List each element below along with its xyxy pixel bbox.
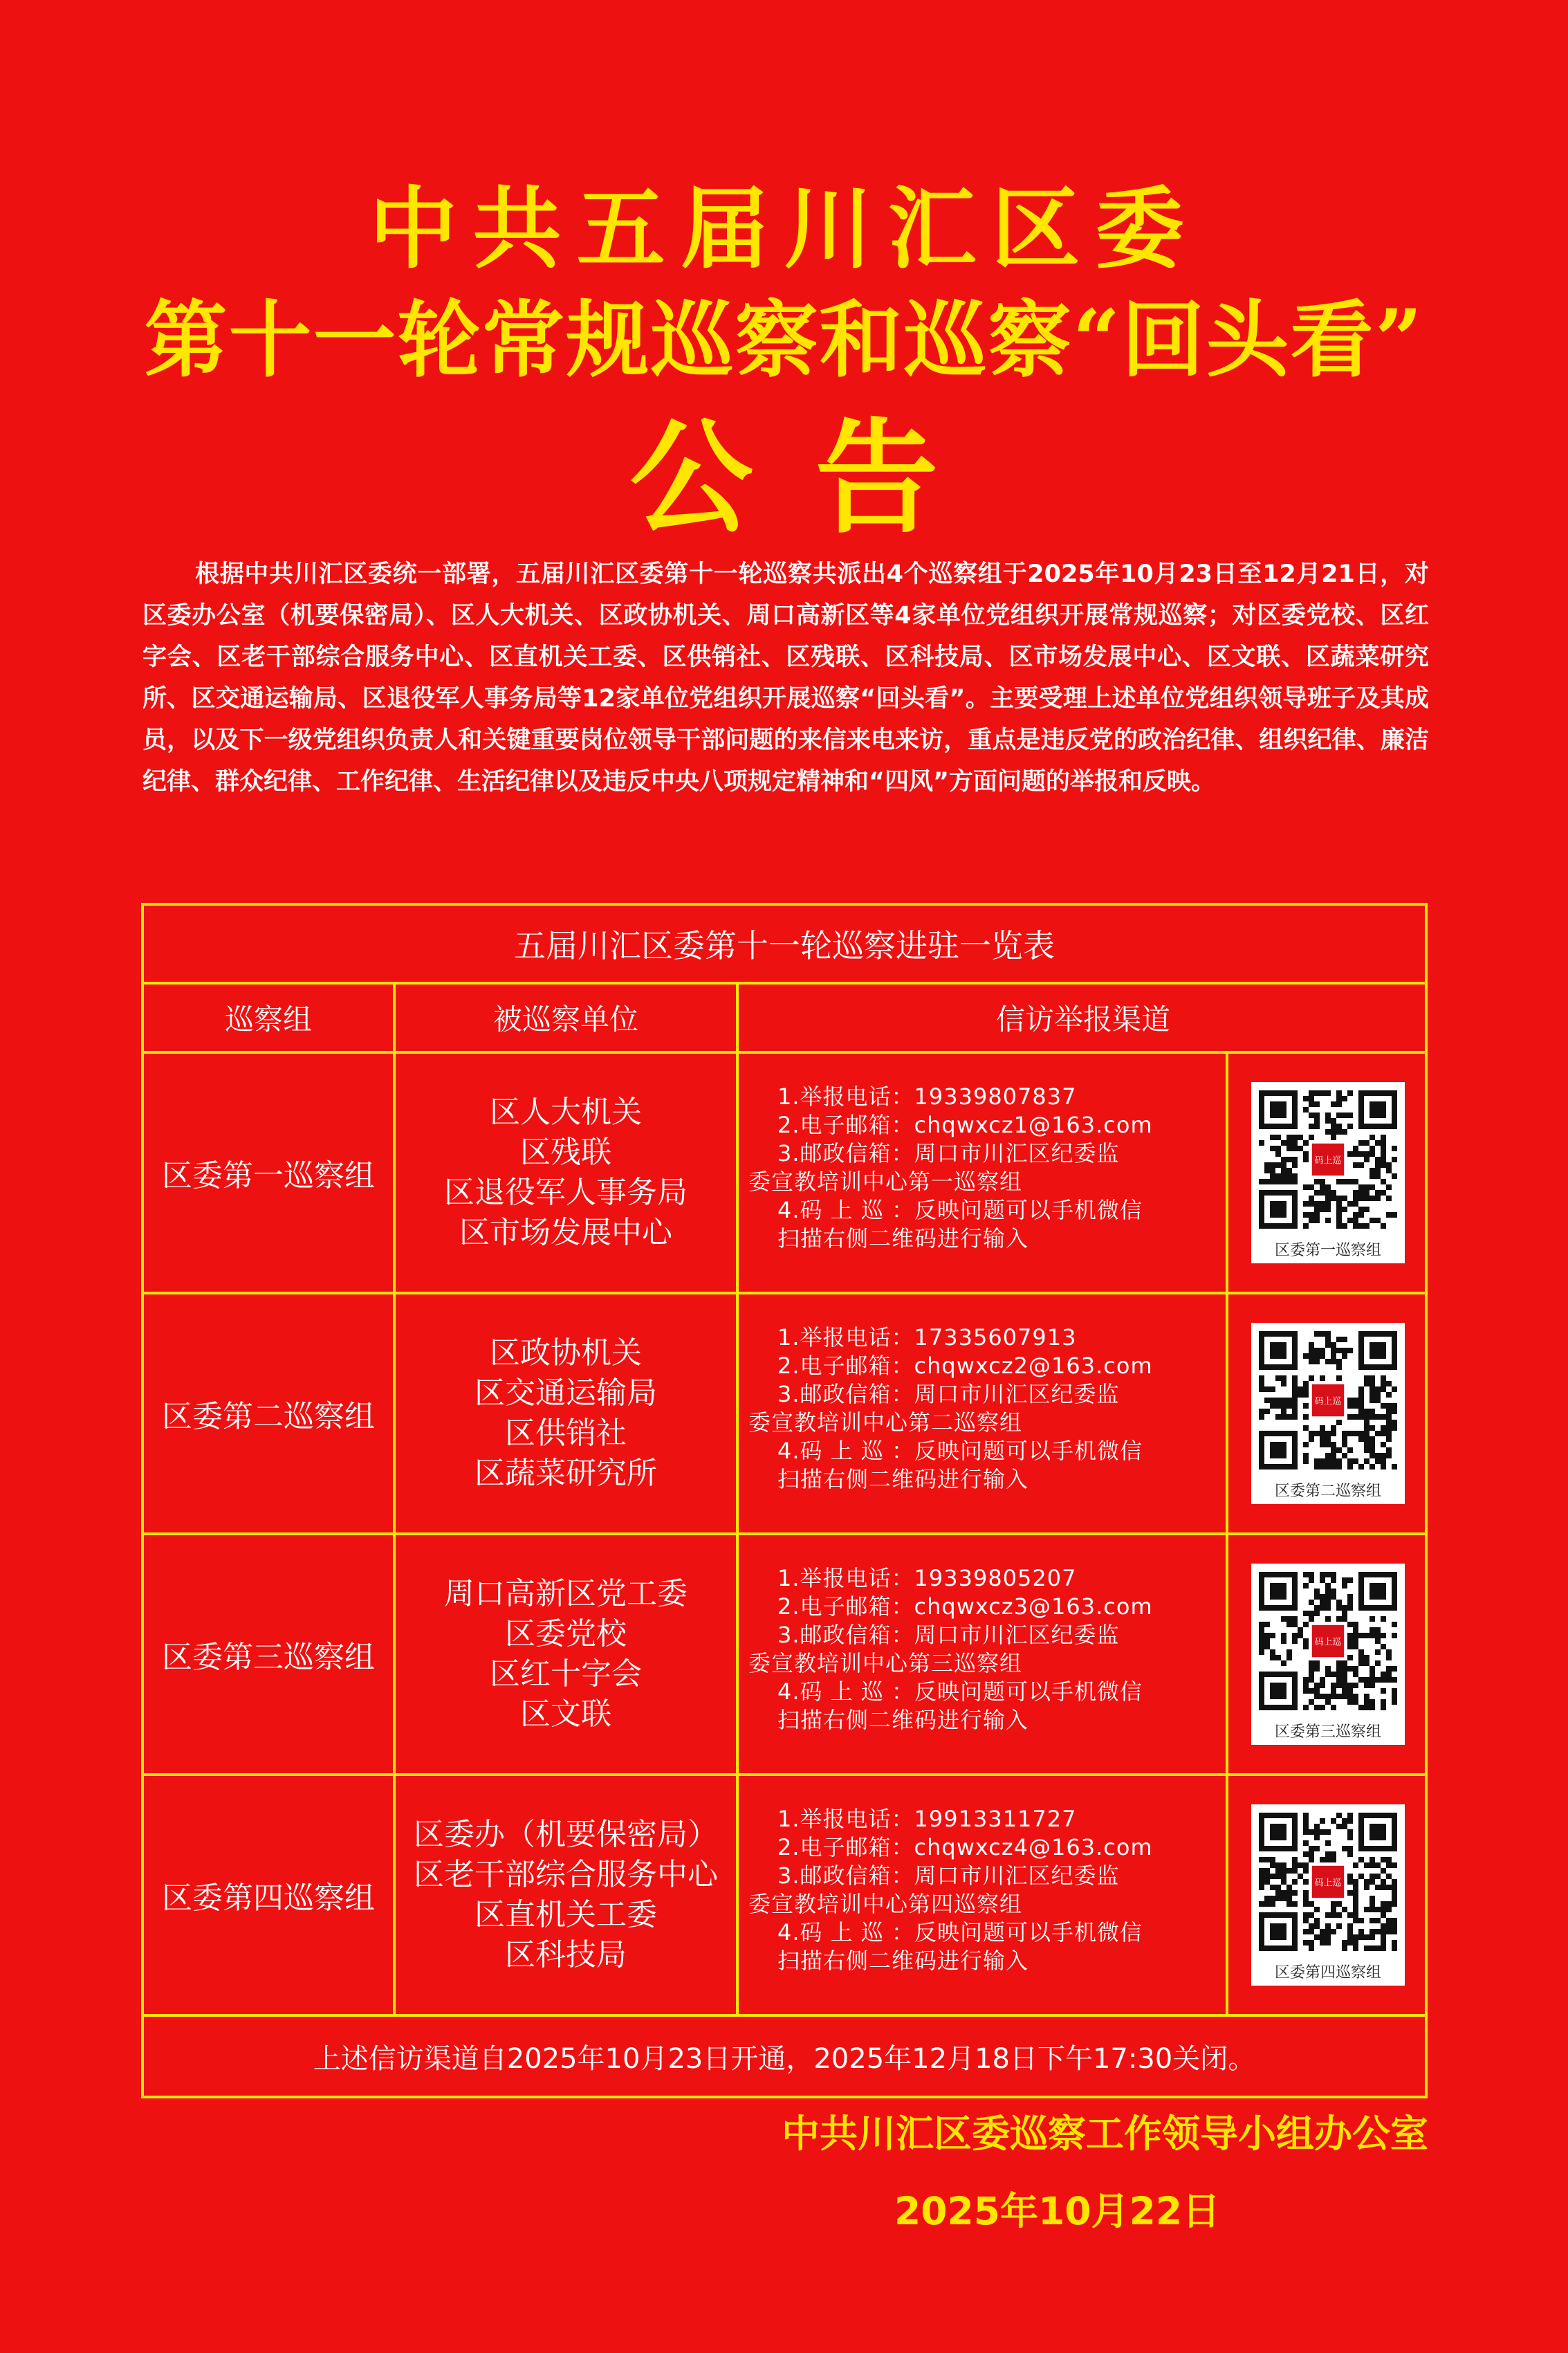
channel-mailbox: 3.邮政信箱：周口市川汇区纪委监 xyxy=(777,1381,1120,1407)
intro-paragraph: 根据中共川汇区委统一部署，五届川汇区委第十一轮巡察共派出4个巡察组于2025年10月23日至12月21日，对区委办公室（机要保密局）、区人大机关、区政协机关、周口高新区等4家单位党组织开展常规巡察；对区委党校、区红字会、区老干部综合服务中心、区直机关工委、区供销社、区残联、区科技局、区市场发展中心、区文联、区蔬菜研究所、区交通运输局、区退役军人事务局等12家单位党组织开展巡察“回头看”。主要受理上述单位党组织领导班子及其成员，以及下一级党组织负责人和关键重要岗位领导干部问题的来信来电来访，重点是违反党的政治纪律、组织纪律、廉洁纪律、群众纪律、工作纪律、生活纪律以及违反中央八项规定精神和“四风”方面问题的举报和反映。 xyxy=(142,560,1429,796)
unit-item: 区科技局 xyxy=(505,1937,627,1972)
unit-item: 区蔬菜研究所 xyxy=(474,1456,657,1491)
table-row-group-4 xyxy=(144,1776,1425,2017)
group-name: 区委第四巡察组 xyxy=(144,1776,396,2014)
unit-item: 区市场发展中心 xyxy=(459,1215,672,1250)
title-announcement: 公告 xyxy=(629,405,1001,550)
group-name: 区委第三巡察组 xyxy=(144,1535,396,1773)
qr-caption: 区委第二巡察组 xyxy=(1274,1483,1381,1500)
channel-email: 2.电子邮箱：chqwxcz3@163.com xyxy=(777,1593,1153,1620)
table-row-group-3 xyxy=(144,1535,1425,1776)
qr-center-label: 码上巡 xyxy=(1314,1155,1342,1166)
qr-cell xyxy=(1228,1294,1428,1532)
qr-code-icon xyxy=(1259,1331,1397,1470)
qr-center-label: 码上巡 xyxy=(1314,1878,1342,1889)
group-units xyxy=(396,1535,739,1773)
channel-qr: 4.码 上 巡 ：反映问题可以手机微信 xyxy=(777,1438,1143,1464)
channel-mailbox: 3.邮政信箱：周口市川汇区纪委监 xyxy=(777,1622,1120,1648)
channel-qr: 4.码 上 巡 ：反映问题可以手机微信 xyxy=(777,1197,1143,1223)
channel-mailbox-cont: 委宣教培训中心第四巡察组 xyxy=(748,1891,1023,1917)
channel-mailbox: 3.邮政信箱：周口市川汇区纪委监 xyxy=(777,1140,1120,1166)
qr-code[interactable] xyxy=(1251,1804,1405,1986)
header-channels: 信访举报渠道 xyxy=(995,1002,1170,1036)
channel-email: 2.电子邮箱：chqwxcz2@163.com xyxy=(777,1353,1153,1379)
unit-item: 区供销社 xyxy=(505,1416,627,1451)
unit-item: 区交通运输局 xyxy=(474,1375,657,1411)
qr-code-icon xyxy=(1259,1813,1397,1951)
group-channels xyxy=(739,1535,1228,1773)
channel-phone: 1.举报电话：19339807837 xyxy=(777,1083,1077,1110)
unit-item: 区委办（机要保密局） xyxy=(414,1817,718,1852)
table-title: 五届川汇区委第十一轮巡察进驻一览表 xyxy=(144,906,1425,985)
inspection-table xyxy=(141,903,1428,2098)
issue-date: 2025年10月22日 xyxy=(894,2189,1221,2233)
group-units xyxy=(396,1294,739,1532)
channel-mailbox-cont: 委宣教培训中心第二巡察组 xyxy=(748,1409,1023,1436)
unit-item: 区政协机关 xyxy=(490,1335,642,1371)
title-line-2: 第十一轮常规巡察和巡察“回头看” xyxy=(144,291,1424,389)
qr-code[interactable] xyxy=(1251,1082,1405,1263)
unit-item: 周口高新区党工委 xyxy=(444,1576,688,1611)
qr-cell xyxy=(1228,1054,1428,1292)
table-row-group-2 xyxy=(144,1294,1425,1535)
qr-code[interactable] xyxy=(1251,1323,1405,1504)
channel-qr-cont: 扫描右侧二维码进行输入 xyxy=(777,1948,1029,1974)
qr-cell xyxy=(1228,1535,1428,1773)
unit-item: 区红十字会 xyxy=(490,1656,642,1692)
qr-caption: 区委第四巡察组 xyxy=(1274,1964,1381,1981)
channel-qr-cont: 扫描右侧二维码进行输入 xyxy=(777,1466,1029,1492)
channel-phone: 1.举报电话：17335607913 xyxy=(777,1324,1077,1351)
channel-email: 2.电子邮箱：chqwxcz1@163.com xyxy=(777,1112,1153,1138)
unit-item: 区退役军人事务局 xyxy=(444,1175,688,1210)
channel-mailbox: 3.邮政信箱：周口市川汇区纪委监 xyxy=(777,1862,1120,1889)
channel-mailbox-cont: 委宣教培训中心第三巡察组 xyxy=(748,1650,1023,1676)
group-name: 区委第二巡察组 xyxy=(144,1294,396,1532)
channel-email: 2.电子邮箱：chqwxcz4@163.com xyxy=(777,1834,1153,1860)
group-name: 区委第一巡察组 xyxy=(144,1054,396,1292)
qr-code-icon xyxy=(1259,1090,1397,1229)
table-row-group-1 xyxy=(144,1054,1425,1294)
channel-phone: 1.举报电话：19913311727 xyxy=(777,1806,1077,1832)
unit-item: 区人大机关 xyxy=(490,1095,642,1130)
qr-cell xyxy=(1228,1776,1428,2014)
qr-code-icon xyxy=(1259,1572,1397,1710)
qr-caption: 区委第三巡察组 xyxy=(1274,1723,1381,1741)
unit-item: 区文联 xyxy=(520,1696,611,1732)
unit-item: 区老干部综合服务中心 xyxy=(414,1857,718,1892)
qr-caption: 区委第一巡察组 xyxy=(1274,1242,1381,1259)
unit-item: 区委党校 xyxy=(505,1616,627,1651)
issuer-signature: 中共川汇区委巡察工作领导小组办公室 xyxy=(781,2112,1428,2156)
header-group: 巡察组 xyxy=(144,985,396,1051)
header-units: 被巡察单位 xyxy=(396,985,739,1051)
channel-mailbox-cont: 委宣教培训中心第一巡察组 xyxy=(748,1169,1023,1195)
table-footer-note: 上述信访渠道自2025年10月23日开通，2025年12月18日下午17:30关闭。 xyxy=(313,2042,1256,2075)
channel-qr: 4.码 上 巡 ：反映问题可以手机微信 xyxy=(777,1919,1143,1945)
channel-qr-cont: 扫描右侧二维码进行输入 xyxy=(777,1707,1029,1733)
group-channels xyxy=(739,1294,1228,1532)
group-units xyxy=(396,1776,739,2014)
title-line-1: 中共五届川汇区委 xyxy=(369,177,1199,281)
group-units xyxy=(396,1054,739,1292)
group-channels xyxy=(739,1776,1228,2014)
channel-phone: 1.举报电话：19339805207 xyxy=(777,1565,1077,1591)
group-channels xyxy=(739,1054,1228,1292)
table-header-row xyxy=(144,985,1425,1054)
qr-center-label: 码上巡 xyxy=(1314,1637,1342,1648)
qr-code[interactable] xyxy=(1251,1564,1405,1745)
unit-item: 区残联 xyxy=(520,1135,611,1170)
channel-qr: 4.码 上 巡 ：反映问题可以手机微信 xyxy=(777,1678,1143,1705)
unit-item: 区直机关工委 xyxy=(474,1897,657,1932)
channel-qr-cont: 扫描右侧二维码进行输入 xyxy=(777,1225,1029,1252)
qr-center-label: 码上巡 xyxy=(1314,1396,1342,1407)
